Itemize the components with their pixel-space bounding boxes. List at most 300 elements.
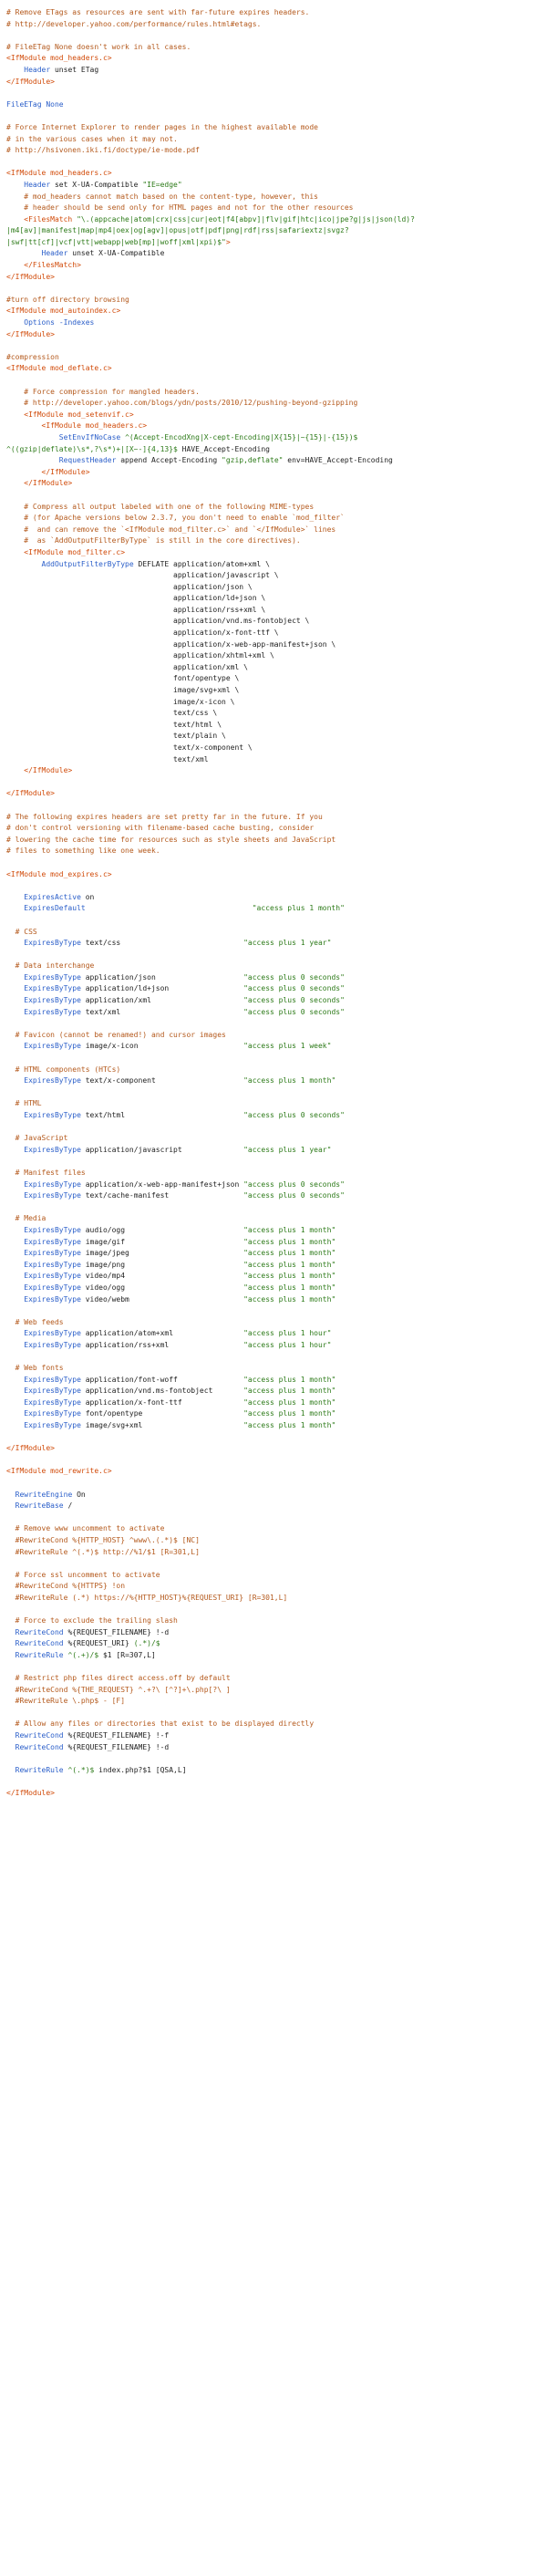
code-line — [6, 892, 547, 904]
string-value: ^(.*)$ — [67, 1765, 95, 1774]
code-line — [6, 1098, 547, 1110]
directive: ExpiresByType — [24, 1249, 81, 1258]
code-line — [6, 19, 547, 31]
code-text — [6, 410, 24, 419]
code-text — [6, 560, 42, 568]
code-line — [6, 1213, 547, 1225]
module-tag: <IfModule mod_expires.c> — [6, 869, 112, 878]
code-text: set X-UA-Compatible — [50, 180, 143, 189]
code-line — [6, 513, 547, 525]
code-line — [6, 145, 547, 157]
string-value: "gzip,deflate" — [222, 456, 284, 465]
string-value: "access plus 1 month" — [243, 1294, 336, 1304]
module-tag: </IfModule> — [6, 329, 55, 338]
code-text — [6, 1283, 24, 1292]
code-line — [6, 1478, 547, 1490]
code-text: append Accept-Encoding — [116, 456, 222, 465]
code-text: text/x-component \ — [6, 743, 253, 752]
directive: ExpiresByType — [24, 1340, 81, 1349]
string-value: "access plus 0 seconds" — [243, 1191, 345, 1200]
code-text: text/x-component — [80, 1076, 244, 1085]
code-comment: # CSS — [6, 927, 37, 936]
code-line — [6, 1535, 547, 1547]
string-value: ^(Accept-EncodXng|X-cept-Encoding|X{15}|~{15}|-{15})$ — [125, 432, 358, 441]
string-value: "\.(appcache|atom|crx|css|cur|eot|f4[abpv]|flv|gif|htc|ico|jpe?g|js|json(ld)? — [77, 214, 415, 223]
code-comment: #compression — [6, 352, 59, 361]
code-comment: #RewriteRule ^(.*)$ http://%1/$1 [R=301,L] — [6, 1547, 200, 1556]
code-line — [6, 708, 547, 720]
code-text — [6, 468, 42, 476]
code-text — [6, 249, 42, 257]
code-line — [6, 1007, 547, 1019]
module-tag: <IfModule mod_setenvif.c> — [24, 410, 134, 419]
directive: ExpiresByType — [24, 1375, 81, 1384]
code-comment: # Force to exclude the trailing slash — [6, 1616, 178, 1626]
string-value: "access plus 0 seconds" — [243, 1111, 345, 1119]
directive: ExpiresByType — [24, 1225, 81, 1234]
code-text: text/xml — [80, 1007, 244, 1016]
code-line — [6, 1030, 547, 1042]
code-line — [6, 329, 547, 341]
code-text: application/javascript \ — [6, 571, 279, 580]
code-line — [6, 1053, 547, 1065]
code-line — [6, 214, 547, 226]
code-text — [6, 1329, 24, 1337]
code-line — [6, 1294, 547, 1306]
directive: ExpiresByType — [24, 1076, 81, 1085]
code-line — [6, 1087, 547, 1099]
code-line — [6, 1248, 547, 1260]
code-line — [6, 363, 547, 375]
directive: ExpiresActive — [24, 892, 81, 901]
code-comment: # Allow any files or directories that exist to be displayed directly — [6, 1719, 315, 1729]
code-line — [6, 1065, 547, 1076]
code-comment: # lowering the cache time for resources such as style sheets and JavaScript — [6, 835, 336, 844]
string-value: "access plus 1 month" — [243, 1272, 336, 1281]
string-value: "access plus 1 year" — [243, 939, 332, 948]
directive: ExpiresByType — [24, 996, 81, 1005]
string-value: "access plus 1 month" — [243, 1237, 336, 1246]
directive: ExpiresByType — [24, 1260, 81, 1269]
code-line — [6, 467, 547, 479]
code-text — [6, 1409, 24, 1418]
code-line — [6, 134, 547, 146]
code-line — [6, 432, 547, 444]
code-comment: # Remove ETags as resources are sent with far-future expires headers. — [6, 8, 310, 16]
code-line — [6, 1696, 547, 1708]
string-value: "access plus 0 seconds" — [243, 984, 345, 993]
code-line — [6, 110, 547, 122]
code-text: text/css \ — [6, 709, 218, 718]
code-text: application/xml — [80, 996, 244, 1005]
directive: RewriteBase — [15, 1501, 64, 1511]
directive: RewriteCond — [15, 1742, 64, 1751]
code-text: application/json \ — [6, 582, 253, 591]
directive: ExpiresByType — [24, 1042, 81, 1051]
code-text — [6, 1042, 24, 1050]
directive: RewriteCond — [15, 1731, 64, 1740]
code-line — [6, 192, 547, 203]
code-comment: # http://developer.yahoo.com/performance/rules.html#etags. — [6, 19, 262, 28]
code-line — [6, 1305, 547, 1317]
code-text: application/x-web-app-manifest+json — [80, 1179, 244, 1189]
code-line — [6, 1156, 547, 1168]
code-comment: # http://developer.yahoo.com/blogs/ydn/posts/2010/12/pushing-beyond-gzipping — [6, 399, 358, 408]
code-line — [6, 1627, 547, 1639]
code-line — [6, 1179, 547, 1191]
code-line — [6, 1397, 547, 1409]
code-text: application/vnd.ms-fontobject \ — [6, 617, 310, 626]
code-text — [6, 893, 24, 901]
code-text — [6, 939, 24, 947]
code-line — [6, 1512, 547, 1524]
code-line — [6, 697, 547, 709]
code-comment: # Force ssl uncomment to activate — [6, 1570, 160, 1579]
code-line — [6, 1375, 547, 1387]
code-line — [6, 927, 547, 939]
code-line — [6, 535, 547, 547]
code-line — [6, 1283, 547, 1294]
code-line — [6, 1615, 547, 1627]
code-text — [6, 181, 24, 189]
string-value: "access plus 1 month" — [243, 1387, 336, 1396]
code-text — [6, 1491, 15, 1499]
code-line — [6, 938, 547, 950]
code-line — [6, 788, 547, 800]
string-value: |swf|tt[cf]|vcf|vtt|webapp|web[mp]|woff|xml|xpi)$" — [6, 237, 226, 246]
module-tag: </IfModule> — [24, 479, 73, 488]
string-value: "access plus 1 month" — [243, 1397, 336, 1407]
code-line — [6, 1593, 547, 1605]
string-value: "access plus 1 month" — [243, 1076, 336, 1085]
code-line — [6, 1237, 547, 1249]
code-line — [6, 1673, 547, 1685]
code-line — [6, 410, 547, 421]
string-value: ^((gzip|deflate)\s*,?\s*)+|[X~-]{4,13}$ — [6, 444, 178, 453]
code-text — [6, 456, 59, 464]
module-tag: <IfModule mod_headers.c> — [41, 421, 148, 431]
code-line — [6, 387, 547, 399]
code-text: application/x-font-ttf \ — [6, 628, 279, 638]
code-line — [6, 593, 547, 605]
directive: ExpiresByType — [24, 1272, 81, 1281]
code-line — [6, 1420, 547, 1432]
code-line — [6, 880, 547, 892]
code-line — [6, 570, 547, 582]
code-text — [6, 1501, 15, 1510]
code-line — [6, 731, 547, 743]
directive: Options — [24, 318, 55, 327]
string-value: "access plus 1 month" — [243, 1260, 336, 1269]
code-line — [6, 846, 547, 857]
code-line — [6, 248, 547, 260]
string-value: "access plus 1 month" — [243, 1225, 336, 1234]
code-text: HAVE_Accept-Encoding — [177, 444, 270, 453]
code-line — [6, 1351, 547, 1363]
code-line — [6, 1501, 547, 1512]
directive: RequestHeader — [58, 456, 117, 465]
code-comment: # JavaScript — [6, 1134, 68, 1143]
code-text — [6, 548, 24, 556]
code-text — [6, 66, 24, 74]
code-comment: # Compress all output labeled with one of the following MIME-types — [6, 502, 315, 511]
code-line — [6, 582, 547, 594]
code-text: text/html — [80, 1111, 244, 1119]
module-tag: </IfModule> — [6, 1789, 55, 1798]
code-line — [6, 283, 547, 295]
code-text — [6, 1238, 24, 1246]
directive: Header — [24, 180, 51, 189]
code-text: application/font-woff — [80, 1375, 244, 1384]
string-value: "access plus 1 month" — [243, 1249, 336, 1258]
string-value: |m4[av]|manifest|map|mp4|oex|og[agv]|opus|otf|pdf|png|rdf|rss|safariextz|svgz? — [6, 226, 349, 235]
module-tag: <FilesMatch — [24, 214, 73, 223]
code-line — [6, 490, 547, 502]
directive: ExpiresDefault — [24, 904, 86, 913]
module-tag: <IfModule mod_deflate.c> — [6, 364, 112, 373]
code-text: %{REQUEST_FILENAME} !-f — [63, 1731, 170, 1740]
code-text: application/xhtml+xml \ — [6, 651, 274, 660]
code-line — [6, 650, 547, 662]
code-text: unset X-UA-Compatible — [67, 249, 165, 258]
module-tag: > — [225, 237, 231, 246]
code-line — [6, 168, 547, 180]
code-comment: # (for Apache versions below 2.3.7, you don't need to enable `mod_filter` — [6, 514, 345, 523]
code-line — [6, 1788, 547, 1800]
code-text — [6, 766, 24, 774]
string-value: "access plus 1 hour" — [243, 1329, 332, 1338]
code-text — [86, 904, 253, 912]
code-comment: # Manifest files — [6, 1168, 86, 1177]
code-text: env=HAVE_Accept-Encoding — [283, 456, 393, 465]
code-line — [6, 444, 547, 456]
directive: ExpiresByType — [24, 1329, 81, 1338]
code-text — [6, 973, 24, 982]
code-text: On — [72, 1490, 86, 1499]
code-line — [6, 1408, 547, 1420]
code-line — [6, 605, 547, 617]
code-line — [6, 1110, 547, 1122]
code-line — [6, 1776, 547, 1788]
code-text: application/rss+xml — [80, 1340, 244, 1349]
code-line — [6, 122, 547, 134]
code-line — [6, 1168, 547, 1179]
directive: RewriteCond — [15, 1639, 64, 1648]
code-text: image/x-icon \ — [6, 697, 235, 706]
code-text: image/svg+xml \ — [6, 686, 240, 695]
directive: ExpiresByType — [24, 1294, 81, 1304]
directive: ExpiresByType — [24, 1387, 81, 1396]
string-value: "access plus 1 month" — [243, 1283, 336, 1292]
code-comment: #RewriteCond %{HTTPS} !on — [6, 1582, 126, 1591]
code-text — [6, 1249, 24, 1257]
module-tag: <IfModule mod_autoindex.c> — [6, 306, 121, 316]
code-line — [6, 547, 547, 559]
code-line — [6, 1490, 547, 1501]
code-line — [6, 1271, 547, 1283]
code-line — [6, 1581, 547, 1593]
code-line — [6, 559, 547, 571]
module-tag: <IfModule mod_filter.c> — [24, 547, 126, 556]
code-text — [6, 1226, 24, 1234]
code-comment: # don't control versioning with filename-based cache busting, consider — [6, 824, 315, 833]
code-text — [6, 479, 24, 487]
code-line — [6, 983, 547, 995]
code-line — [6, 673, 547, 685]
module-tag: </IfModule> — [6, 77, 55, 86]
directive: ExpiresByType — [24, 1421, 81, 1430]
code-comment: # Force Internet Explorer to render pages in the highest available mode — [6, 122, 318, 131]
code-line — [6, 99, 547, 111]
module-tag: <IfModule mod_headers.c> — [6, 169, 112, 178]
string-value: "access plus 1 week" — [243, 1042, 332, 1051]
string-value: "access plus 0 seconds" — [243, 972, 345, 982]
code-text — [6, 421, 42, 430]
code-text: video/ogg — [80, 1283, 244, 1292]
code-line — [6, 1730, 547, 1742]
code-line — [6, 1328, 547, 1340]
code-line — [6, 777, 547, 789]
code-text: image/png — [80, 1260, 244, 1269]
code-text — [6, 1731, 15, 1740]
code-line — [6, 720, 547, 732]
code-text — [6, 1651, 15, 1659]
code-comment: #RewriteCond %{HTTP_HOST} ^www\.(.*)$ [NC] — [6, 1535, 200, 1544]
code-text: image/svg+xml — [80, 1421, 244, 1430]
code-line — [6, 1225, 547, 1237]
module-tag: </FilesMatch> — [24, 261, 81, 270]
code-line — [6, 1145, 547, 1157]
code-line — [6, 754, 547, 766]
code-text: image/gif — [80, 1237, 244, 1246]
code-line — [6, 1708, 547, 1719]
code-comment: # HTML components (HTCs) — [6, 1065, 121, 1074]
code-line — [6, 88, 547, 99]
code-line — [6, 65, 547, 77]
string-value: ^(.+)/$ — [67, 1650, 99, 1659]
code-text: image/jpeg — [80, 1249, 244, 1258]
code-line — [6, 1638, 547, 1650]
string-value: "access plus 0 seconds" — [243, 1007, 345, 1016]
code-comment: # header should be send only for HTML pages and not for the other resources — [6, 203, 354, 213]
code-line — [6, 1018, 547, 1030]
directive: ExpiresByType — [24, 1179, 81, 1189]
module-tag: </IfModule> — [6, 789, 55, 798]
code-text — [6, 1180, 24, 1189]
module-tag: <IfModule mod_headers.c> — [6, 54, 112, 63]
string-value: "access plus 0 seconds" — [243, 1179, 345, 1189]
code-text — [6, 1261, 24, 1269]
code-line — [6, 835, 547, 847]
directive: RewriteCond — [15, 1627, 64, 1636]
code-comment: # Media — [6, 1214, 46, 1223]
code-text — [6, 1398, 24, 1407]
code-line — [6, 306, 547, 317]
code-line — [6, 765, 547, 777]
code-line — [6, 237, 547, 249]
code-comment: # Data interchange — [6, 961, 95, 971]
code-comment: # The following expires headers are set pretty far in the future. If you — [6, 812, 323, 821]
directive: SetEnvIfNoCase — [58, 432, 121, 441]
code-line — [6, 225, 547, 237]
code-line — [6, 30, 547, 42]
code-text — [6, 1639, 15, 1647]
code-text: application/x-font-ttf — [80, 1397, 244, 1407]
code-text — [6, 1111, 24, 1119]
code-line — [6, 295, 547, 306]
code-line — [6, 1662, 547, 1674]
code-line — [6, 1650, 547, 1662]
code-line — [6, 743, 547, 754]
directive: Header — [24, 65, 51, 74]
directive: ExpiresByType — [24, 1283, 81, 1292]
code-line — [6, 398, 547, 410]
code-line — [6, 1466, 547, 1478]
code-text — [6, 1191, 24, 1200]
code-line — [6, 455, 547, 467]
code-line — [6, 915, 547, 927]
code-text — [6, 1766, 15, 1774]
code-comment: #RewriteRule \.php$ - [F] — [6, 1697, 126, 1706]
code-line — [6, 502, 547, 514]
code-text — [6, 1628, 15, 1636]
code-text: %{REQUEST_URI} — [63, 1639, 134, 1648]
code-text — [6, 904, 24, 912]
code-text: $1 [R=307,L] — [98, 1650, 156, 1659]
code-line — [6, 1765, 547, 1777]
code-text — [6, 261, 24, 269]
code-line — [6, 42, 547, 54]
code-text — [6, 984, 24, 992]
code-text — [6, 1272, 24, 1280]
code-line — [6, 869, 547, 881]
code-line — [6, 352, 547, 364]
code-text — [6, 1076, 24, 1085]
code-comment: # Favicon (cannot be renamed!) and cursor images — [6, 1030, 226, 1039]
code-comment: # Force compression for mangled headers. — [6, 387, 200, 396]
code-text: audio/ogg — [80, 1225, 244, 1234]
code-comment: # http://hsivonen.iki.fi/doctype/ie-mode.pdf — [6, 146, 200, 155]
code-text: font/opentype \ — [6, 674, 240, 683]
code-text: application/xml \ — [6, 662, 248, 671]
code-text: %{REQUEST_FILENAME} !-d — [63, 1742, 170, 1751]
code-line — [6, 260, 547, 272]
code-line — [6, 1558, 547, 1570]
code-comment: # in the various cases when it may not. — [6, 134, 178, 143]
code-text: video/webm — [80, 1294, 244, 1304]
code-text — [6, 1421, 24, 1429]
directive: ExpiresByType — [24, 1145, 81, 1154]
directive: ExpiresByType — [24, 1409, 81, 1418]
module-tag: </IfModule> — [41, 467, 90, 476]
code-text: %{REQUEST_FILENAME} !-d — [63, 1627, 170, 1636]
code-text: application/vnd.ms-fontobject — [80, 1387, 244, 1396]
code-text — [6, 1387, 24, 1395]
code-text: text/html \ — [6, 720, 222, 729]
code-line — [6, 157, 547, 169]
code-line — [6, 525, 547, 536]
code-comment: # Restrict php files direct access.off by default — [6, 1674, 231, 1683]
code-line — [6, 950, 547, 961]
code-comment: #RewriteRule (.*) https://%{HTTP_HOST}%{REQUEST_URI} [R=301,L] — [6, 1593, 288, 1602]
code-line — [6, 1260, 547, 1272]
code-text: index.php?$1 [QSA,L] — [94, 1765, 187, 1774]
code-text: text/xml — [6, 754, 209, 763]
code-line — [6, 857, 547, 869]
code-text: font/opentype — [80, 1409, 244, 1418]
code-comment: # Remove www uncomment to activate — [6, 1524, 165, 1533]
code-text: application/rss+xml \ — [6, 605, 266, 614]
